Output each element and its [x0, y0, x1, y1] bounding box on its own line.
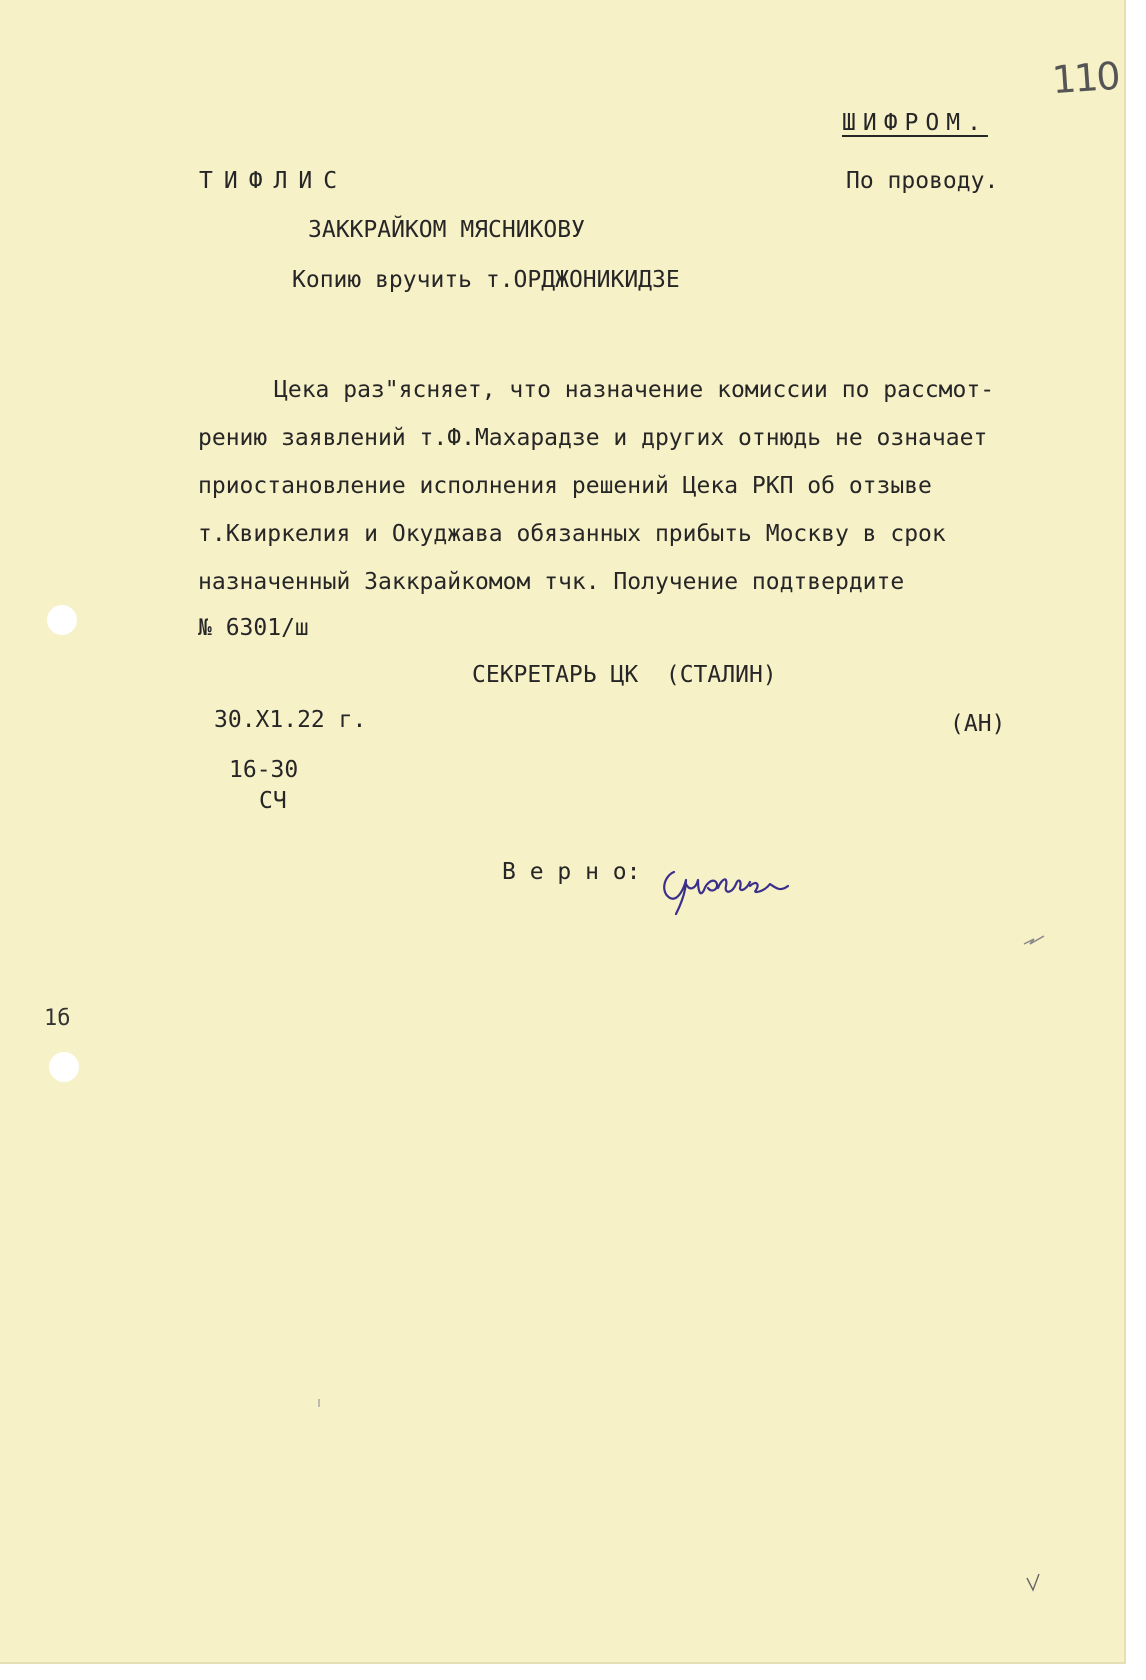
body-line: назначенный Заккрайкомом тчк. Получение подтвердите	[198, 569, 905, 595]
body-line: т.Квиркелия и Окуджава обязанных прибыть Москву в срок	[198, 521, 946, 547]
dispatch-time: 16-30	[229, 757, 299, 783]
folio-number: 110	[1050, 53, 1120, 103]
document-date: 30.Х1.22 г.	[214, 707, 367, 733]
addressee: ЗАККРАЙКОМ МЯСНИКОВУ	[308, 217, 585, 243]
cipher-marking: ШИФРОМ.	[842, 110, 988, 136]
reference-number: № 6301/ш	[198, 615, 309, 641]
copy-to-line: Копию вручить т.ОРДЖОНИКИДЗЕ	[292, 267, 680, 293]
body-line: Цека раз"ясняет, что назначение комиссии по рассмот-	[274, 377, 995, 403]
punch-hole	[49, 1052, 79, 1082]
check-mark	[1024, 1572, 1044, 1594]
certified-label: В е р н о:	[502, 859, 641, 885]
handwritten-signature	[660, 858, 800, 918]
body-line: рению заявлений т.Ф.Махарадзе и других отнюдь не означает	[198, 425, 988, 451]
body-line: приостановление исполнения решений Цека РКП об отзыве	[198, 473, 932, 499]
punch-hole	[47, 605, 77, 635]
dispatch-code: СЧ	[259, 788, 287, 814]
operator-initials: (АН)	[950, 711, 1006, 737]
margin-note: 1б	[44, 1006, 71, 1031]
ink-speck	[316, 1398, 322, 1408]
signer-line: СЕКРЕТАРЬ ЦК (СТАЛИН)	[472, 662, 777, 688]
pencil-mark	[1022, 932, 1048, 948]
city-heading: ТИФЛИС	[199, 168, 349, 194]
by-wire-marking: По проводу.	[846, 168, 999, 194]
